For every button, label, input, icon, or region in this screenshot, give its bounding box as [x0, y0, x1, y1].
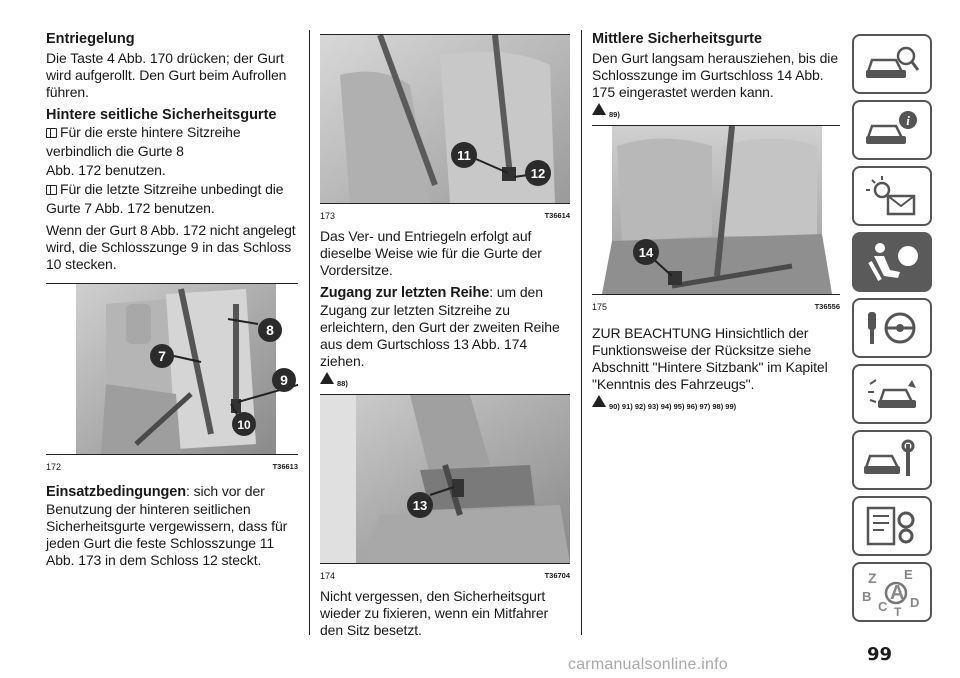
- callout-11: [451, 142, 477, 168]
- column-1: [46, 30, 298, 574]
- svg-text:i: i: [906, 113, 910, 128]
- car-service-icon: [862, 438, 922, 482]
- alphabetical-index-icon: [860, 567, 924, 617]
- warning-triangle-icon: [592, 395, 606, 407]
- warning-triangle-icon: [592, 103, 606, 115]
- svg-text:7: 7: [158, 348, 166, 364]
- para-zugang-text: : um den Zugang zur letzten Sitzreihe zu erleichtern, den Gurt der zweiten Reihe aus dem Gurtschloss 13 Abb. 174 ziehen.: [320, 284, 560, 369]
- car-crash-icon: [862, 372, 922, 416]
- callout-9: [272, 368, 296, 392]
- figure-174-image: [320, 395, 570, 563]
- svg-text:11: 11: [457, 148, 471, 163]
- tab-key-steering[interactable]: [852, 298, 932, 358]
- figure-173: [320, 34, 570, 204]
- svg-text:A: A: [890, 582, 905, 604]
- key-steering-icon: [862, 306, 922, 350]
- chapter-tabs: [852, 34, 932, 628]
- tab-airbag-seat[interactable]: [852, 232, 932, 292]
- figure-172-number: 172: [46, 462, 62, 472]
- tab-car-crash[interactable]: [852, 364, 932, 424]
- item-letzte-reihe-b: Gurte 7 Abb. 172 benutzen.: [46, 200, 215, 216]
- para-zugang: [320, 284, 570, 370]
- heading-mittlere: Mittlere Sicherheitsgurte: [592, 31, 763, 47]
- svg-text:T: T: [894, 605, 902, 617]
- item-erste-reihe-b: verbindlich die Gurte 8: [46, 143, 184, 159]
- para-einsatz: [46, 483, 298, 569]
- figure-175: [592, 125, 840, 295]
- figure-175-number: 175: [592, 302, 608, 312]
- item-letzte-reihe-text: Für die letzte Sitzreihe unbedingt die: [60, 181, 284, 197]
- heading-entriegelung: Entriegelung: [46, 31, 135, 47]
- warning-ref-88-text: 88): [337, 379, 348, 388]
- svg-text:13: 13: [412, 498, 428, 513]
- figure-174-caption: [320, 568, 570, 582]
- column-divider-2: [581, 30, 582, 635]
- car-search-icon: [862, 42, 922, 86]
- column-2: [320, 30, 570, 644]
- figure-173-number: 173: [320, 211, 336, 221]
- book-icon: [46, 128, 57, 138]
- item-letzte-reihe: [46, 181, 298, 198]
- svg-text:E: E: [904, 567, 913, 582]
- item-erste-reihe-c: Abb. 172 benutzen.: [46, 162, 166, 178]
- heading-hintere-gurte: Hintere seitliche Sicherheitsgurte: [46, 107, 277, 123]
- car-info-icon: [862, 108, 922, 152]
- warning-triangle-icon: [320, 372, 334, 384]
- figure-175-caption: [592, 299, 840, 313]
- callout-7: [150, 344, 174, 368]
- figure-173-caption: [320, 208, 570, 222]
- warning-lights-icon: [862, 174, 922, 218]
- figure-172-image: [46, 284, 298, 454]
- para-entriegelung: Die Taste 4 Abb. 170 drücken; der Gurt wird aufgerollt. Den Gurt beim Aufrollen führen.: [46, 50, 287, 100]
- para-ver: Das Ver- und Entriegeln erfolgt auf dieselbe Weise wie für die Gurte der Vordersitze.: [320, 228, 542, 278]
- svg-text:Z: Z: [868, 570, 877, 586]
- warning-ref-89: [592, 103, 840, 119]
- para-nicht: Nicht vergessen, den Sicherheitsgurt wieder zu fixieren, wenn ein Mitfahrer den Sitz besetzt.: [320, 588, 549, 638]
- svg-text:14: 14: [638, 245, 654, 260]
- tab-alphabetical-index[interactable]: [852, 562, 932, 622]
- para-mittlere: Den Gurt langsam herausziehen, bis die Schlosszunge im Gurtschloss 14 Abb. 175 eingerastet werden kann.: [592, 50, 839, 100]
- airbag-seat-icon: [862, 240, 922, 284]
- item-erste-reihe: [46, 124, 298, 141]
- svg-text:12: 12: [530, 166, 546, 181]
- figure-175-code: T36556: [814, 302, 840, 311]
- technical-data-icon: [862, 504, 922, 548]
- callout-8: [258, 318, 282, 342]
- figure-174-number: 174: [320, 571, 336, 581]
- callout-13: [407, 492, 433, 518]
- figure-175-image: [592, 126, 840, 294]
- callout-10: [232, 412, 256, 436]
- warning-ref-89-text: 89): [609, 110, 620, 119]
- warning-ref-list-text: 90) 91) 92) 93) 94) 95) 96) 97) 98) 99): [609, 402, 737, 411]
- heading-einsatz: Einsatzbedingungen: [46, 484, 186, 500]
- figure-172: [46, 283, 298, 455]
- watermark: carmanualsonline.info: [568, 656, 728, 673]
- svg-text:B: B: [862, 589, 872, 604]
- tab-car-search[interactable]: [852, 34, 932, 94]
- figure-172-code: T36613: [272, 462, 298, 471]
- warning-ref-list: [592, 395, 840, 411]
- page-number: 99: [867, 644, 893, 665]
- figure-174: [320, 394, 570, 564]
- callout-14: [633, 239, 659, 265]
- column-3: [592, 30, 840, 417]
- item-erste-reihe-text: Für die erste hintere Sitzreihe: [60, 124, 241, 140]
- para-einsatz-text: : sich vor der Benutzung der hinteren seitlichen Sicherheitsgurte vergewissern, dass für jeden Gurt die feste Schlosszunge 11 Abb. 173 in dem Schloss 12 steckt.: [46, 483, 288, 568]
- tab-warning-lights[interactable]: [852, 166, 932, 226]
- svg-text:10: 10: [237, 418, 251, 432]
- tab-car-service[interactable]: [852, 430, 932, 490]
- para-wenn: Wenn der Gurt 8 Abb. 172 nicht angelegt wird, die Schlosszunge 9 in das Schloss 10 stecken.: [46, 222, 296, 272]
- callout-12: [525, 160, 551, 186]
- column-divider-1: [309, 30, 310, 635]
- figure-174-code: T36704: [544, 571, 570, 580]
- figure-173-code: T36614: [544, 211, 570, 220]
- para-zur-beachtung: ZUR BEACHTUNG Hinsichtlich der Funktionsweise der Rücksitze siehe Abschnitt "Hintere Sitzbank" im Kapitel "Kenntnis des Fahrzeugs".: [592, 325, 828, 392]
- warning-ref-88: [320, 372, 570, 388]
- tab-technical-data[interactable]: [852, 496, 932, 556]
- svg-text:C: C: [878, 599, 888, 614]
- book-icon: [46, 185, 57, 195]
- svg-text:9: 9: [280, 372, 288, 388]
- figure-173-image: [320, 35, 570, 203]
- svg-text:8: 8: [266, 322, 274, 338]
- figure-172-caption: [46, 459, 298, 473]
- heading-zugang: Zugang zur letzten Reihe: [320, 285, 490, 301]
- svg-text:D: D: [910, 595, 920, 610]
- tab-car-info[interactable]: [852, 100, 932, 160]
